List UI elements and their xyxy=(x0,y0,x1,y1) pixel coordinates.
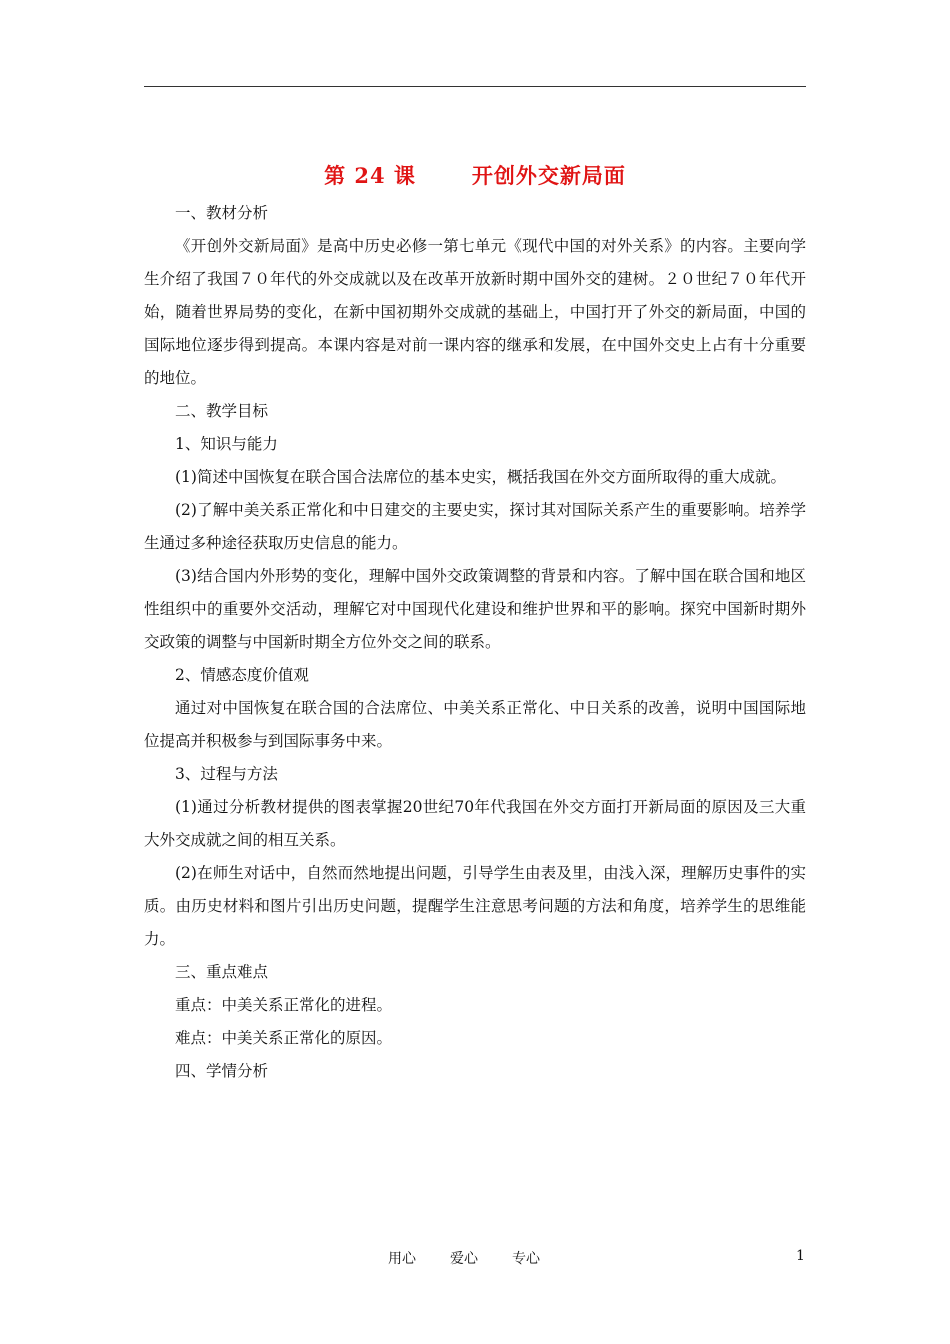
body-paragraph: 通过对中国恢复在联合国的合法席位、中美关系正常化、中日关系的改善，说明中国国际地位提高并积极参与到国际事务中来。 xyxy=(144,699,806,750)
footer-word: 爱心 xyxy=(450,1251,478,1267)
lesson-name: 开创外交新局面 xyxy=(471,163,626,188)
body-paragraph: (1)简述中国恢复在联合国合法席位的基本史实，概括我国在外交方面所取得的重大成就。 xyxy=(175,468,786,486)
subsection-heading: 1、知识与能力 xyxy=(175,435,278,453)
footer-word: 用心 xyxy=(388,1251,416,1267)
page-number: 1 xyxy=(796,1248,805,1264)
section-heading: 四、学情分析 xyxy=(175,1062,269,1080)
section-heading: 一、教材分析 xyxy=(175,204,269,222)
subsection-heading: 2、情感态度价值观 xyxy=(175,666,309,684)
body-paragraph: (1)通过分析教材提供的图表掌握20世纪70年代我国在外交方面打开新局面的原因及三大重大外交成就之间的相互关系。 xyxy=(144,798,806,849)
document-body xyxy=(144,197,806,1088)
body-paragraph: (2)了解中美关系正常化和中日建交的主要史实，探讨其对国际关系产生的重要影响。培养学生通过多种途径获取历史信息的能力。 xyxy=(144,501,806,552)
lesson-number: 第 24 课 xyxy=(324,163,416,188)
subsection-heading: 3、过程与方法 xyxy=(175,765,278,783)
section-heading: 二、教学目标 xyxy=(175,402,269,420)
footer-word: 专心 xyxy=(512,1251,540,1267)
lesson-title xyxy=(0,160,950,190)
section-heading: 三、重点难点 xyxy=(175,963,269,981)
body-paragraph: (2)在师生对话中，自然而然地提出问题，引导学生由表及里，由浅入深，理解历史事件的实质。由历史材料和图片引出历史问题，提醒学生注意思考问题的方法和角度，培养学生的思维能力。 xyxy=(144,864,806,948)
footer-motto xyxy=(388,1248,574,1268)
body-paragraph: 难点：中美关系正常化的原因。 xyxy=(175,1029,393,1047)
header-rule xyxy=(144,86,806,87)
body-paragraph: 《开创外交新局面》是高中历史必修一第七单元《现代中国的对外关系》的内容。主要向学生介绍了我国７０年代的外交成就以及在改革开放新时期中国外交的建树。２０世纪７０年代开始，随着世界局势的变化，在新中国初期外交成就的基础上，中国打开了外交的新局面，中国的国际地位逐步得到提高。本课内容是对前一课内容的继承和发展，在中国外交史上占有十分重要的地位。 xyxy=(144,237,806,387)
body-paragraph: 重点：中美关系正常化的进程。 xyxy=(175,996,393,1014)
body-paragraph: (3)结合国内外形势的变化，理解中国外交政策调整的背景和内容。了解中国在联合国和地区性组织中的重要外交活动，理解它对中国现代化建设和维护世界和平的影响。探究中国新时期外交政策的调整与中国新时期全方位外交之间的联系。 xyxy=(144,567,806,651)
